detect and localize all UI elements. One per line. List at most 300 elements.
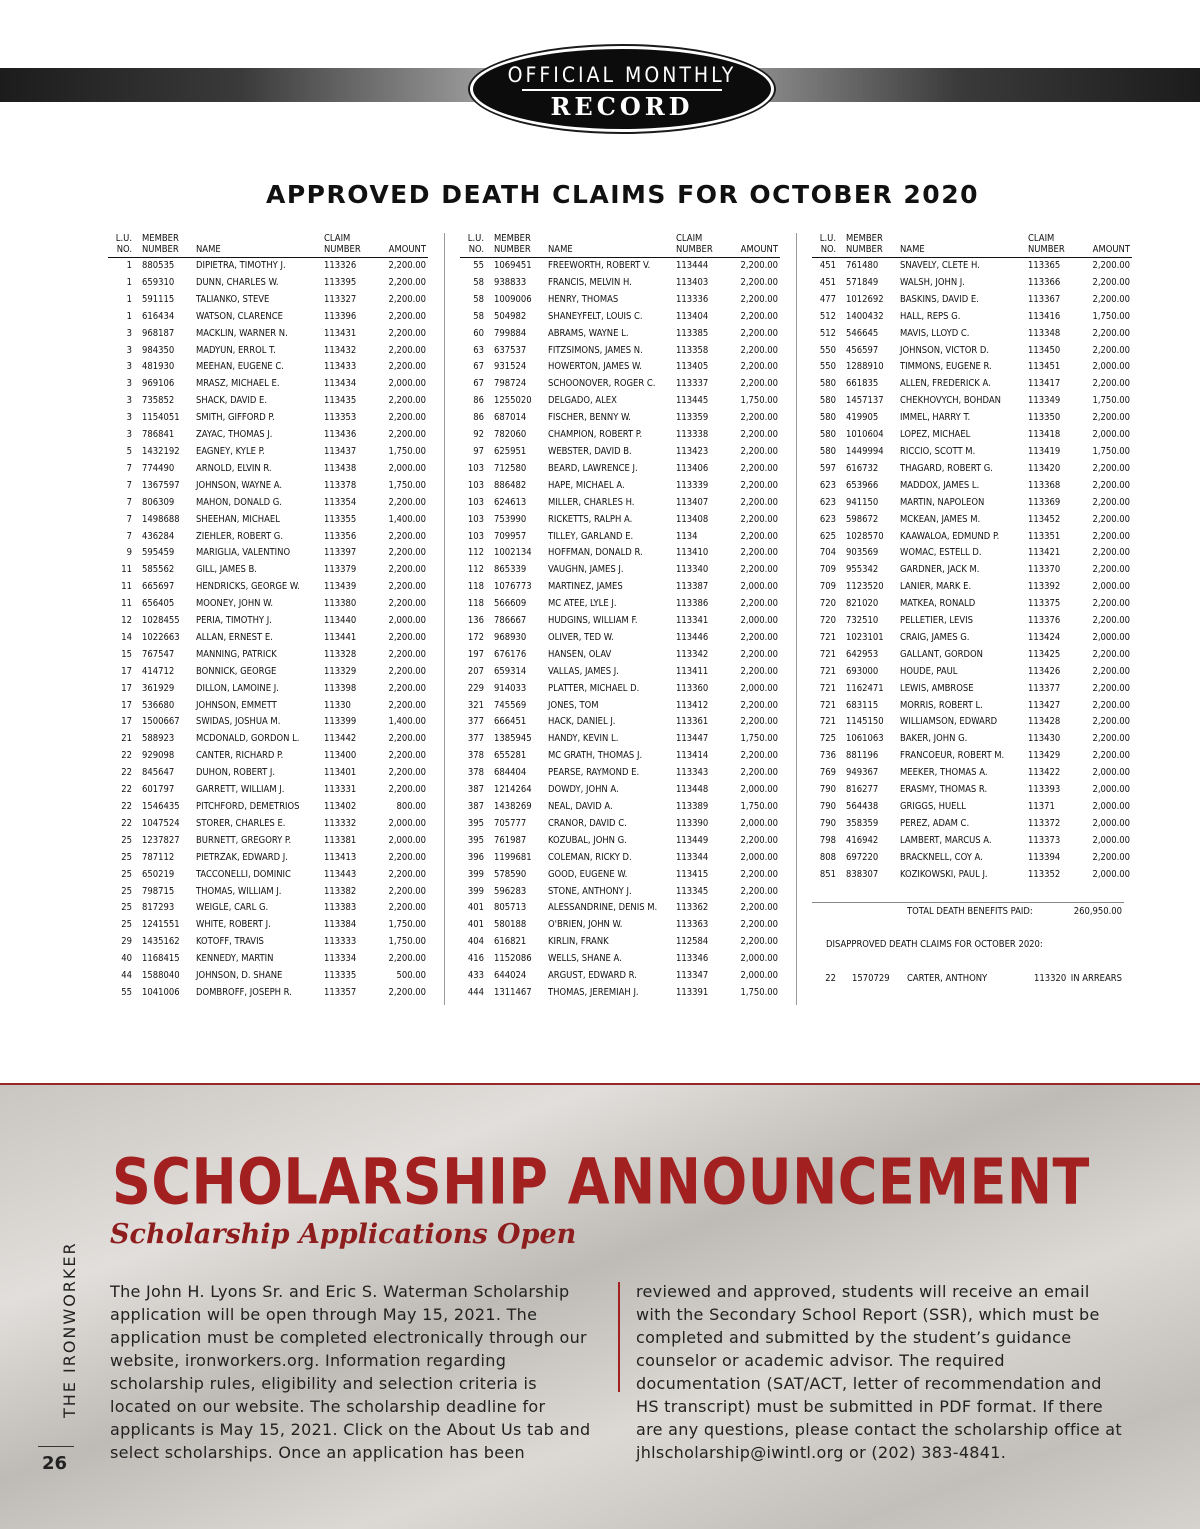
cell-amount: 2,200.00	[740, 445, 778, 457]
cell-member: 838307	[846, 868, 879, 880]
cell-amount: 800.00	[396, 801, 426, 812]
cell-name: HANSEN, OLAV	[548, 648, 612, 660]
cell-amount: 2,200.00	[1092, 665, 1130, 677]
cell-name: LAMBERT, MARCUS A.	[900, 834, 992, 846]
cell-claim: 113329	[324, 665, 357, 677]
table-row	[108, 410, 428, 427]
cell-member: 644024	[494, 970, 527, 982]
cell-lu: 7	[126, 530, 132, 542]
cell-name: TACCONELLI, DOMINIC	[196, 868, 291, 880]
cell-amount: 2,200.00	[740, 479, 778, 491]
cell-amount: 2,200.00	[388, 412, 426, 424]
cell-claim: 113328	[324, 648, 357, 660]
cell-member: 1009006	[494, 293, 532, 305]
cell-amount: 2,200.00	[740, 868, 778, 880]
cell-member: 1145150	[846, 716, 884, 728]
badge-bottom-text: RECORD	[550, 92, 694, 121]
cell-claim: 113431	[324, 327, 357, 339]
column-divider	[796, 233, 797, 1005]
cell-amount: 2,200.00	[1092, 479, 1130, 491]
cell-name: HAPE, MICHAEL A.	[548, 479, 625, 491]
cell-claim: 113434	[324, 378, 357, 390]
cell-member: 616434	[142, 310, 175, 322]
cell-lu: 790	[819, 817, 836, 829]
cell-name: WELLS, SHANE A.	[548, 953, 622, 965]
cell-claim: 113392	[1028, 581, 1061, 593]
cell-member: 782060	[494, 429, 527, 441]
table-row	[812, 529, 1132, 546]
cell-lu: 451	[819, 260, 836, 271]
cell-name: JOHNSON, VICTOR D.	[900, 344, 990, 356]
cell-lu: 625	[819, 530, 836, 542]
cell-lu: 103	[467, 496, 484, 508]
cell-claim: 112584	[676, 936, 709, 948]
table-row	[108, 359, 428, 376]
cell-claim: 113405	[676, 361, 709, 373]
cell-claim: 113422	[1028, 767, 1061, 779]
cell-amount: 2,200.00	[1092, 699, 1130, 711]
table-row	[460, 934, 780, 951]
cell-member: 931524	[494, 361, 527, 373]
cell-claim: 113370	[1028, 564, 1061, 576]
column-header-name: NAME	[546, 233, 674, 258]
column-header-name: NAME	[194, 233, 322, 258]
cell-name: WOMAC, ESTELL D.	[900, 547, 982, 559]
cell-lu: 377	[467, 716, 484, 728]
cell-amount: 2,200.00	[1092, 851, 1130, 863]
cell-lu: 136	[467, 615, 484, 627]
cell-amount: 2,000.00	[740, 851, 778, 863]
cell-member: 1546435	[142, 801, 180, 812]
column-header-claim: CLAIM NUMBER	[322, 233, 372, 258]
cell-name: FRANCOEUR, ROBERT M.	[900, 750, 1005, 762]
table-row	[460, 529, 780, 546]
cell-name: ARGUST, EDWARD R.	[548, 970, 637, 982]
cell-amount: 2,000.00	[1092, 817, 1130, 829]
cell-name: FITZSIMONS, JAMES N.	[548, 344, 643, 356]
table-row	[108, 630, 428, 647]
cell-name: MARTINEZ, JAMES	[548, 581, 623, 593]
cell-member: 1028570	[846, 530, 884, 542]
cell-member: 1435162	[142, 936, 180, 948]
cell-name: WALSH, JOHN J.	[900, 276, 965, 288]
cell-claim: 113336	[676, 293, 709, 305]
cell-amount: 2,200.00	[740, 767, 778, 779]
cell-amount: 2,200.00	[388, 648, 426, 660]
cell-claim: 113354	[324, 496, 357, 508]
cell-lu: 3	[126, 378, 132, 390]
cell-member: 968930	[494, 631, 527, 643]
cell-name: MARIGLIA, VALENTINO	[196, 547, 291, 559]
cell-member: 865339	[494, 564, 527, 576]
cell-amount: 1,400.00	[388, 513, 426, 525]
cell-claim: 113340	[676, 564, 709, 576]
cell-claim: 113365	[1028, 260, 1061, 271]
column-header-amount: AMOUNT	[372, 233, 428, 258]
cell-member: 732510	[846, 615, 879, 627]
cell-claim: 113347	[676, 970, 709, 982]
cell-member: 601797	[142, 784, 175, 796]
cell-lu: 7	[126, 496, 132, 508]
table-row	[812, 326, 1132, 343]
cell-name: CRAIG, JAMES G.	[900, 631, 970, 643]
cell-lu: 86	[473, 412, 484, 424]
table-row	[460, 951, 780, 968]
cell-lu: 404	[467, 936, 484, 948]
cell-member: 684404	[494, 767, 527, 779]
cell-claim: 113393	[1028, 784, 1061, 796]
cell-name: PERIA, TIMOTHY J.	[196, 615, 272, 627]
cell-lu: 512	[819, 327, 836, 339]
cell-claim: 113352	[1028, 868, 1061, 880]
cell-lu: 97	[473, 445, 484, 457]
cell-name: EAGNEY, KYLE P.	[196, 445, 265, 457]
cell-member: 1152086	[494, 953, 532, 965]
cell-amount: 2,200.00	[1092, 412, 1130, 424]
table-row	[108, 917, 428, 934]
cell-name: ALESSANDRINE, DENIS M.	[548, 902, 658, 914]
cell-amount: 2,200.00	[740, 564, 778, 576]
table-row	[812, 748, 1132, 765]
cell-name: PEARSE, RAYMOND E.	[548, 767, 640, 779]
table-row	[812, 681, 1132, 698]
cell-member: 665697	[142, 581, 175, 593]
table-row	[108, 343, 428, 360]
table-row	[460, 427, 780, 444]
table-row	[812, 664, 1132, 681]
cell-claim: 113445	[676, 395, 709, 407]
cell-member: 595459	[142, 547, 175, 559]
cell-claim: 113394	[1028, 851, 1061, 863]
cell-amount: 2,000.00	[740, 970, 778, 982]
cell-amount: 2,200.00	[1092, 378, 1130, 390]
cell-member: 546645	[846, 327, 879, 339]
table-row	[108, 309, 428, 326]
cell-name: MAVIS, LLOYD C.	[900, 327, 970, 339]
cell-amount: 1,750.00	[388, 479, 426, 491]
cell-lu: 580	[819, 412, 836, 424]
badge-divider	[522, 89, 722, 91]
cell-claim: 113404	[676, 310, 709, 322]
cell-name: JONES, TOM	[548, 699, 599, 711]
cell-lu: 401	[467, 919, 484, 931]
official-record-badge	[470, 46, 774, 132]
cell-name: RICKETTS, RALPH A.	[548, 513, 633, 525]
cell-claim: 113345	[676, 885, 709, 897]
cell-name: MC ATEE, LYLE J.	[548, 598, 617, 610]
cell-name: DOWDY, JOHN A.	[548, 784, 619, 796]
cell-member: 1069451	[494, 260, 532, 271]
column-header-lu: L.U. NO.	[812, 233, 838, 258]
cell-lu: 92	[473, 429, 484, 441]
cell-lu: 387	[467, 801, 484, 812]
cell-member: 941150	[846, 496, 879, 508]
cell-claim: 113407	[676, 496, 709, 508]
disapproved-name: CARTER, ANTHONY	[907, 973, 988, 984]
cell-lu: 387	[467, 784, 484, 796]
cell-claim: 113349	[1028, 395, 1061, 407]
cell-member: 903569	[846, 547, 879, 559]
cell-name: THAGARD, ROBERT G.	[900, 462, 993, 474]
cell-lu: 512	[819, 310, 836, 322]
cell-lu: 736	[819, 750, 836, 762]
cell-amount: 2,200.00	[388, 564, 426, 576]
cell-claim: 113439	[324, 581, 357, 593]
cell-claim: 113360	[676, 682, 709, 694]
cell-lu: 725	[819, 733, 836, 745]
table-row	[460, 782, 780, 799]
cell-member: 481930	[142, 361, 175, 373]
cell-amount: 2,000.00	[1092, 801, 1130, 812]
total-value: 260,950.00	[1073, 906, 1122, 917]
table-row	[460, 596, 780, 613]
cell-member: 1154051	[142, 412, 180, 424]
total-label: TOTAL DEATH BENEFITS PAID:	[907, 906, 1033, 917]
cell-member: 637537	[494, 344, 527, 356]
cell-lu: 55	[473, 260, 484, 271]
cell-claim: 113406	[676, 462, 709, 474]
cell-lu: 580	[819, 378, 836, 390]
cell-name: DOMBROFF, JOSEPH R.	[196, 986, 292, 998]
table-row	[812, 850, 1132, 867]
cell-lu: 40	[121, 953, 132, 965]
cell-amount: 2,000.00	[388, 817, 426, 829]
cell-claim: 113334	[324, 953, 357, 965]
cell-amount: 500.00	[396, 970, 426, 982]
cell-claim: 113430	[1028, 733, 1061, 745]
cell-amount: 1,750.00	[1092, 310, 1130, 322]
cell-member: 624613	[494, 496, 527, 508]
cell-amount: 2,200.00	[388, 293, 426, 305]
cell-name: MARTIN, NAPOLEON	[900, 496, 985, 508]
table-row	[812, 630, 1132, 647]
cell-lu: 395	[467, 817, 484, 829]
claims-table	[108, 233, 428, 1002]
table-row	[460, 748, 780, 765]
cell-amount: 1,400.00	[388, 716, 426, 728]
cell-name: RICCIO, SCOTT M.	[900, 445, 976, 457]
cell-name: HALL, REPS G.	[900, 310, 961, 322]
cell-claim: 113433	[324, 361, 357, 373]
cell-member: 596283	[494, 885, 527, 897]
table-row	[812, 309, 1132, 326]
table-row	[460, 630, 780, 647]
cell-name: FISCHER, BENNY W.	[548, 412, 631, 424]
cell-amount: 2,200.00	[740, 598, 778, 610]
cell-name: WEIGLE, CARL G.	[196, 902, 269, 914]
table-row	[108, 951, 428, 968]
cell-claim: 113432	[324, 344, 357, 356]
cell-claim: 113452	[1028, 513, 1061, 525]
cell-lu: 1	[126, 276, 132, 288]
table-row	[460, 545, 780, 562]
table-row	[460, 478, 780, 495]
table-row	[460, 512, 780, 529]
cell-amount: 2,000.00	[740, 817, 778, 829]
cell-name: HENDRICKS, GEORGE W.	[196, 581, 300, 593]
cell-amount: 2,200.00	[740, 834, 778, 846]
cell-member: 712580	[494, 462, 527, 474]
table-row	[108, 748, 428, 765]
table-row	[108, 613, 428, 630]
table-row	[460, 326, 780, 343]
table-row	[812, 714, 1132, 731]
cell-claim: 113359	[676, 412, 709, 424]
cell-member: 1241551	[142, 919, 180, 931]
cell-member: 968187	[142, 327, 175, 339]
table-row	[108, 799, 428, 816]
cell-claim: 113400	[324, 750, 357, 762]
cell-member: 984350	[142, 344, 175, 356]
cell-lu: 721	[819, 665, 836, 677]
cell-member: 1255020	[494, 395, 532, 407]
cell-claim: 113368	[1028, 479, 1061, 491]
cell-claim: 113351	[1028, 530, 1061, 542]
cell-amount: 2,200.00	[740, 327, 778, 339]
cell-member: 1023101	[846, 631, 884, 643]
cell-member: 821020	[846, 598, 879, 610]
cell-amount: 2,000.00	[388, 834, 426, 846]
table-row	[460, 968, 780, 985]
table-row	[108, 867, 428, 884]
cell-lu: 60	[473, 327, 484, 339]
cell-amount: 2,000.00	[1092, 581, 1130, 593]
cell-lu: 720	[819, 598, 836, 610]
table-row	[108, 816, 428, 833]
disapproved-status: IN ARREARS	[1070, 973, 1122, 984]
cell-amount: 2,000.00	[740, 682, 778, 694]
cell-claim: 113339	[676, 479, 709, 491]
cell-name: KIRLIN, FRANK	[548, 936, 609, 948]
cell-lu: 396	[467, 851, 484, 863]
cell-member: 1400432	[846, 310, 884, 322]
table-row	[460, 258, 780, 275]
cell-lu: 197	[467, 648, 484, 660]
cell-lu: 25	[121, 902, 132, 914]
cell-amount: 2,200.00	[740, 429, 778, 441]
cell-claim: 113383	[324, 902, 357, 914]
cell-member: 709957	[494, 530, 527, 542]
cell-amount: 2,200.00	[1092, 648, 1130, 660]
cell-lu: 118	[467, 598, 484, 610]
cell-name: BURNETT, GREGORY P.	[196, 834, 292, 846]
cell-lu: 3	[126, 361, 132, 373]
cell-lu: 721	[819, 699, 836, 711]
cell-name: MILLER, CHARLES H.	[548, 496, 635, 508]
cell-member: 786667	[494, 615, 527, 627]
table-row	[460, 985, 780, 1002]
cell-member: 564438	[846, 801, 879, 812]
cell-member: 1367597	[142, 479, 180, 491]
cell-claim: 113438	[324, 462, 357, 474]
cell-amount: 2,200.00	[740, 716, 778, 728]
cell-amount: 2,000.00	[740, 615, 778, 627]
cell-lu: 67	[473, 378, 484, 390]
cell-name: STONE, ANTHONY J.	[548, 885, 632, 897]
cell-claim: 113362	[676, 902, 709, 914]
cell-claim: 113424	[1028, 631, 1061, 643]
column-divider	[444, 233, 445, 1005]
cell-claim: 113337	[676, 378, 709, 390]
table-row	[108, 698, 428, 715]
cell-claim: 113423	[676, 445, 709, 457]
cell-claim: 113381	[324, 834, 357, 846]
cell-member: 767547	[142, 648, 175, 660]
column-header-amount: AMOUNT	[1076, 233, 1132, 258]
cell-name: MORRIS, ROBERT L.	[900, 699, 983, 711]
disapproved-lu: 22	[825, 973, 836, 984]
cell-member: 591115	[142, 293, 175, 305]
cell-amount: 2,200.00	[388, 784, 426, 796]
cell-claim: 113446	[676, 631, 709, 643]
table-row	[812, 562, 1132, 579]
cell-amount: 1,750.00	[740, 801, 778, 812]
table-row	[812, 393, 1132, 410]
table-row	[812, 410, 1132, 427]
cell-member: 580188	[494, 919, 527, 931]
cell-member: 1002134	[494, 547, 532, 559]
page-number-rule	[38, 1446, 74, 1447]
cell-amount: 1,750.00	[740, 395, 778, 407]
cell-name: SNAVELY, CLETE H.	[900, 260, 980, 271]
cell-lu: 321	[467, 699, 484, 711]
cell-name: KOZUBAL, JOHN G.	[548, 834, 627, 846]
cell-member: 650219	[142, 868, 175, 880]
cell-amount: 2,200.00	[1092, 293, 1130, 305]
cell-name: PITCHFORD, DEMETRIOS	[196, 801, 300, 812]
cell-amount: 2,200.00	[388, 665, 426, 677]
cell-claim: 113376	[1028, 615, 1061, 627]
cell-member: 1385945	[494, 733, 532, 745]
cell-amount: 1,750.00	[388, 445, 426, 457]
cell-claim: 113443	[324, 868, 357, 880]
cell-claim: 113331	[324, 784, 357, 796]
column-header-lu: L.U. NO.	[460, 233, 486, 258]
cell-claim: 113417	[1028, 378, 1061, 390]
cell-amount: 2,000.00	[388, 615, 426, 627]
cell-lu: 22	[121, 817, 132, 829]
cell-name: PEREZ, ADAM C.	[900, 817, 970, 829]
cell-member: 845647	[142, 767, 175, 779]
cell-lu: 769	[819, 767, 836, 779]
cell-member: 735852	[142, 395, 175, 407]
cell-amount: 2,200.00	[1092, 564, 1130, 576]
cell-member: 817293	[142, 902, 175, 914]
disapproved-claim: 113320	[1034, 973, 1067, 984]
cell-lu: 11	[121, 564, 132, 576]
cell-lu: 3	[126, 395, 132, 407]
cell-name: MADYUN, ERROL T.	[196, 344, 276, 356]
column-header-member: MEMBER NUMBER	[486, 233, 546, 258]
cell-claim: 113414	[676, 750, 709, 762]
cell-name: DIPIETRA, TIMOTHY J.	[196, 260, 286, 271]
cell-name: HUDGINS, WILLIAM F.	[548, 615, 638, 627]
cell-claim: 113402	[324, 801, 357, 812]
table-row	[108, 731, 428, 748]
cell-name: KAAWALOA, EDMUND P.	[900, 530, 1000, 542]
cell-claim: 113418	[1028, 429, 1061, 441]
table-row	[460, 275, 780, 292]
table-row	[108, 427, 428, 444]
cell-member: 786841	[142, 429, 175, 441]
cell-name: BEARD, LAWRENCE J.	[548, 462, 638, 474]
cell-lu: 22	[121, 750, 132, 762]
table-row	[108, 512, 428, 529]
cell-member: 1010604	[846, 429, 884, 441]
cell-member: 642953	[846, 648, 879, 660]
table-row	[812, 799, 1132, 816]
cell-member: 816277	[846, 784, 879, 796]
